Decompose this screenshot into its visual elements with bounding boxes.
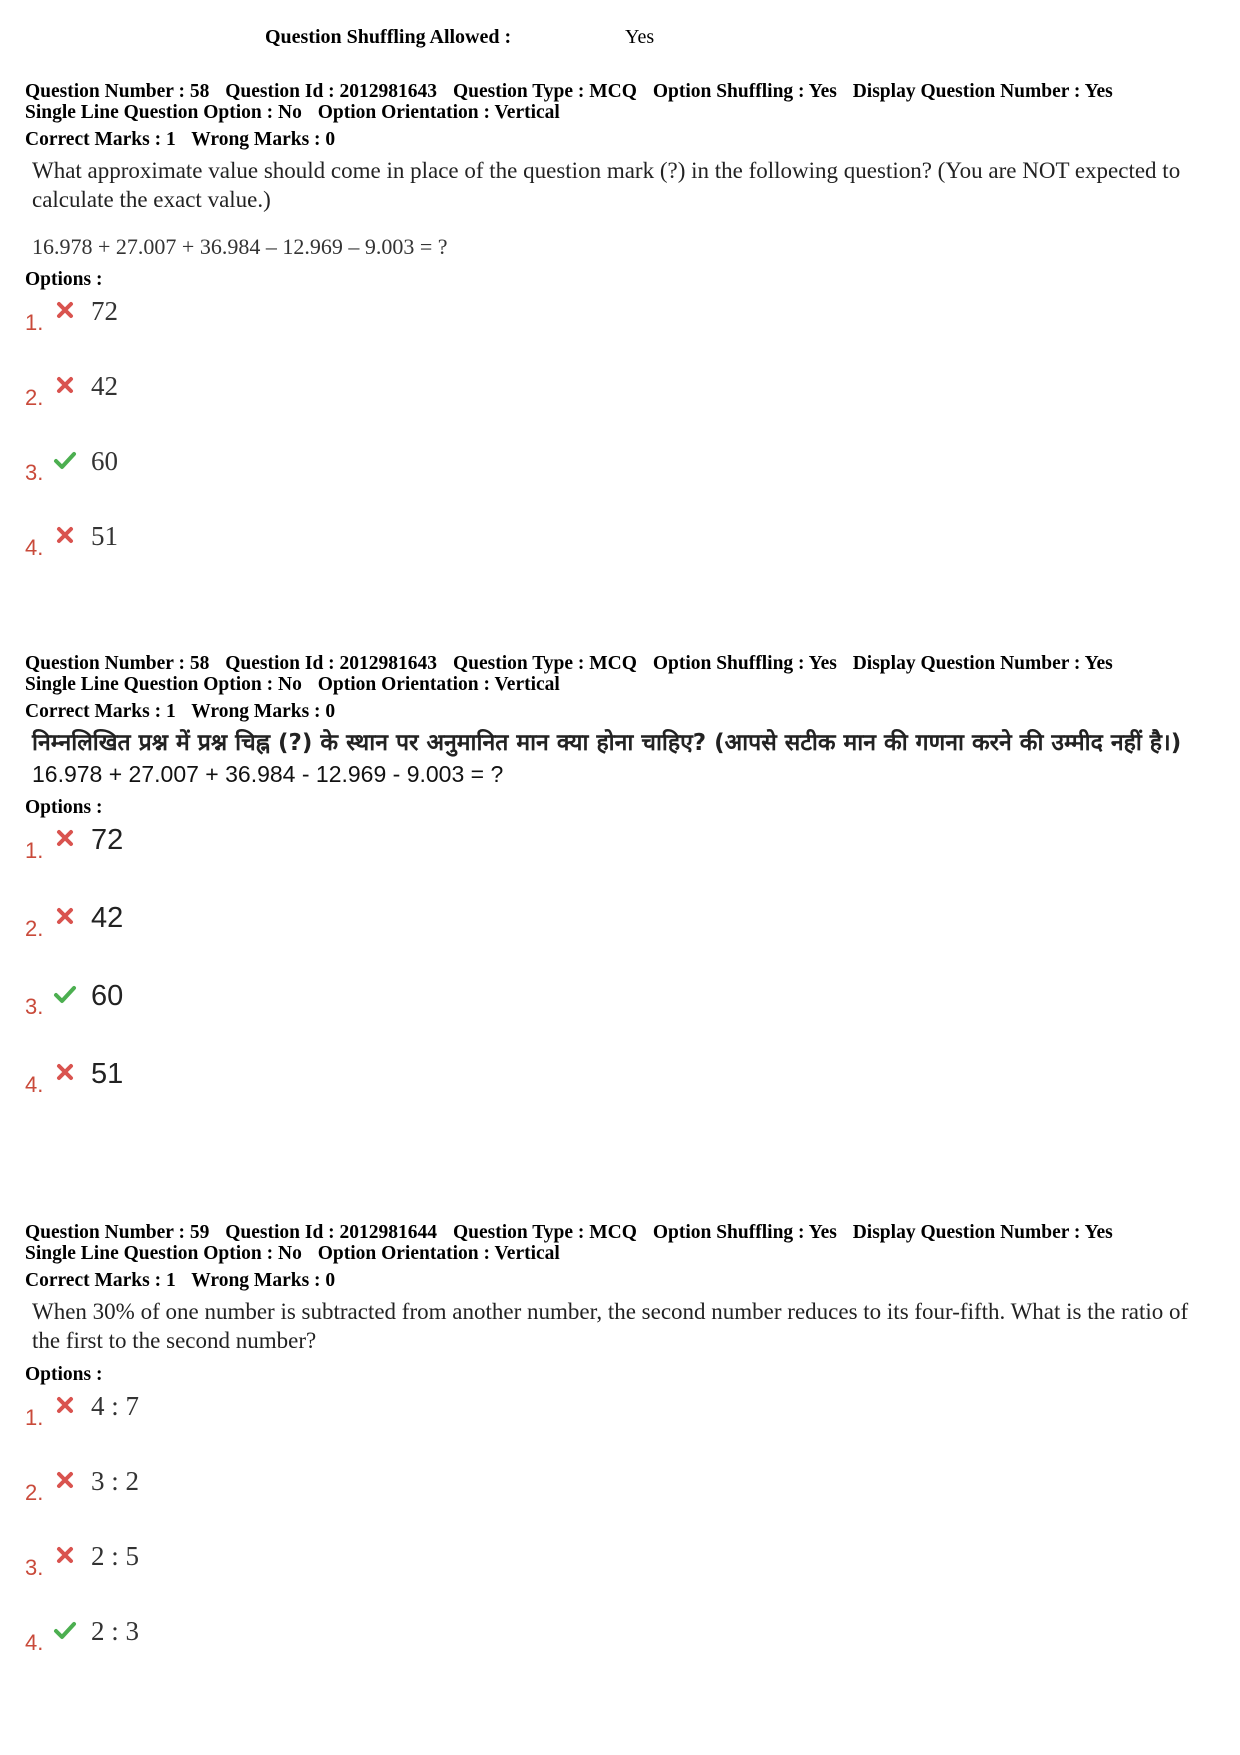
check-icon bbox=[53, 1618, 77, 1642]
option-4 bbox=[25, 521, 1220, 596]
option-4 bbox=[25, 1058, 1220, 1136]
option-number: 1. bbox=[25, 1405, 44, 1430]
option-text: 51 bbox=[91, 521, 118, 551]
shuffle-value: Yes bbox=[625, 26, 655, 48]
check-icon bbox=[53, 982, 77, 1006]
single-line-option: Single Line Question Option : No bbox=[25, 674, 302, 695]
option-number: 1. bbox=[25, 310, 44, 335]
correct-marks: Correct Marks : 1 bbox=[25, 701, 176, 722]
question-text: What approximate value should come in place of the question mark (?) in the following question? (You are NOT expected to calculate the exact value.) bbox=[32, 158, 1181, 212]
question-meta-line-2 bbox=[25, 102, 1220, 123]
option-2 bbox=[25, 1466, 1220, 1541]
question-meta-line-2 bbox=[25, 1243, 1220, 1264]
option-number: 3. bbox=[25, 460, 44, 485]
option-shuffling: Option Shuffling : Yes bbox=[652, 1222, 837, 1243]
question-number: Question Number : 59 bbox=[25, 1222, 210, 1243]
question-number: Question Number : 58 bbox=[25, 81, 210, 102]
cross-icon bbox=[53, 1393, 77, 1417]
question-block-3 bbox=[25, 1222, 1220, 1691]
single-line-option: Single Line Question Option : No bbox=[25, 102, 302, 123]
options-list bbox=[25, 1391, 1220, 1691]
option-orientation: Option Orientation : Vertical bbox=[317, 674, 560, 695]
option-number: 4. bbox=[25, 1630, 44, 1655]
question-id: Question Id : 2012981643 bbox=[225, 653, 438, 674]
option-text: 3 : 2 bbox=[91, 1466, 140, 1496]
options-label: Options : bbox=[25, 1364, 103, 1385]
option-number: 2. bbox=[25, 385, 44, 410]
option-text: 42 bbox=[91, 371, 118, 401]
question-block-1 bbox=[25, 81, 1220, 596]
cross-icon bbox=[53, 1543, 77, 1567]
wrong-marks: Wrong Marks : 0 bbox=[191, 701, 336, 722]
option-text: 72 bbox=[91, 296, 118, 326]
option-text: 60 bbox=[91, 446, 118, 476]
question-number: Question Number : 58 bbox=[25, 653, 210, 674]
question-shuffling-line bbox=[265, 26, 765, 52]
option-shuffling: Option Shuffling : Yes bbox=[652, 81, 837, 102]
wrong-marks: Wrong Marks : 0 bbox=[191, 129, 336, 150]
option-1 bbox=[25, 1391, 1220, 1466]
cross-icon bbox=[53, 298, 77, 322]
options-label: Options : bbox=[25, 269, 103, 290]
option-3 bbox=[25, 446, 1220, 521]
wrong-marks: Wrong Marks : 0 bbox=[191, 1270, 336, 1291]
display-question-number: Display Question Number : Yes bbox=[852, 81, 1113, 102]
question-meta-line-1 bbox=[25, 81, 1220, 102]
correct-marks: Correct Marks : 1 bbox=[25, 1270, 176, 1291]
question-type: Question Type : MCQ bbox=[452, 653, 637, 674]
question-block-2 bbox=[25, 653, 1220, 1136]
single-line-option: Single Line Question Option : No bbox=[25, 1243, 302, 1264]
shuffle-label: Question Shuffling Allowed : bbox=[265, 26, 512, 48]
question-meta-line-1 bbox=[25, 653, 1220, 674]
option-number: 3. bbox=[25, 1555, 44, 1580]
option-number: 1. bbox=[25, 838, 44, 863]
option-1 bbox=[25, 296, 1220, 371]
options-label: Options : bbox=[25, 797, 103, 818]
question-id: Question Id : 2012981643 bbox=[225, 81, 438, 102]
question-meta-line-1 bbox=[25, 1222, 1220, 1243]
cross-icon bbox=[53, 523, 77, 547]
display-question-number: Display Question Number : Yes bbox=[852, 653, 1113, 674]
option-shuffling: Option Shuffling : Yes bbox=[652, 653, 837, 674]
check-icon bbox=[53, 448, 77, 472]
option-number: 4. bbox=[25, 535, 44, 560]
marks-line bbox=[25, 129, 1220, 151]
option-1 bbox=[25, 824, 1220, 902]
cross-icon bbox=[53, 904, 77, 928]
option-2 bbox=[25, 902, 1220, 980]
option-text: 4 : 7 bbox=[91, 1391, 140, 1421]
question-text: निम्नलिखित प्रश्न में प्रश्न चिह्न (?) के स्थान पर अनुमानित मान क्या होना चाहिए? (आपसे सटीक मान की गणना करने की उम्मीद नहीं है।) bbox=[32, 730, 1182, 756]
option-2 bbox=[25, 371, 1220, 446]
option-text: 42 bbox=[91, 902, 124, 934]
question-meta-line-2 bbox=[25, 674, 1220, 695]
option-number: 4. bbox=[25, 1072, 44, 1097]
display-question-number: Display Question Number : Yes bbox=[852, 1222, 1113, 1243]
marks-line bbox=[25, 1270, 1220, 1292]
question-id: Question Id : 2012981644 bbox=[225, 1222, 438, 1243]
option-orientation: Option Orientation : Vertical bbox=[317, 1243, 560, 1264]
marks-line bbox=[25, 701, 1220, 723]
option-4 bbox=[25, 1616, 1220, 1691]
cross-icon bbox=[53, 373, 77, 397]
question-expression: 16.978 + 27.007 + 36.984 – 12.969 – 9.003 = ? bbox=[32, 234, 448, 259]
option-text: 60 bbox=[91, 980, 124, 1012]
option-text: 51 bbox=[91, 1058, 124, 1090]
option-number: 2. bbox=[25, 1480, 44, 1505]
option-3 bbox=[25, 980, 1220, 1058]
option-text: 2 : 3 bbox=[91, 1616, 140, 1646]
options-list bbox=[25, 824, 1220, 1136]
option-text: 72 bbox=[91, 824, 124, 856]
option-number: 2. bbox=[25, 916, 44, 941]
cross-icon bbox=[53, 826, 77, 850]
question-expression: 16.978 + 27.007 + 36.984 - 12.969 - 9.003 = ? bbox=[32, 761, 504, 787]
options-list bbox=[25, 296, 1220, 596]
question-text: When 30% of one number is subtracted from another number, the second number reduces to its four-fifth. What is the ratio of the first to the second number? bbox=[32, 1299, 1189, 1353]
option-orientation: Option Orientation : Vertical bbox=[317, 102, 560, 123]
question-type: Question Type : MCQ bbox=[452, 1222, 637, 1243]
cross-icon bbox=[53, 1468, 77, 1492]
correct-marks: Correct Marks : 1 bbox=[25, 129, 176, 150]
option-text: 2 : 5 bbox=[91, 1541, 140, 1571]
option-number: 3. bbox=[25, 994, 44, 1019]
cross-icon bbox=[53, 1060, 77, 1084]
question-type: Question Type : MCQ bbox=[452, 81, 637, 102]
option-3 bbox=[25, 1541, 1220, 1616]
